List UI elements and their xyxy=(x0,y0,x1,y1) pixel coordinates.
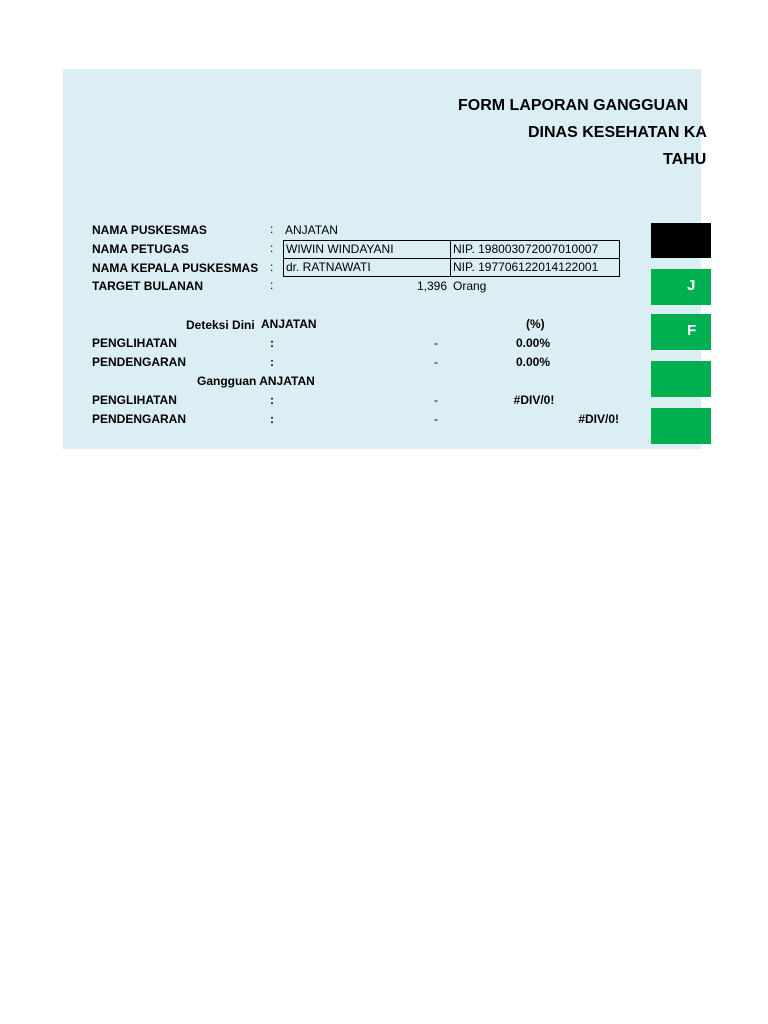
kepala-label: NAMA KEPALA PUSKESMAS xyxy=(92,261,259,275)
green-button-4[interactable] xyxy=(651,408,711,444)
green-button-1[interactable] xyxy=(651,269,711,305)
gangguan-pendengaran-count: - xyxy=(434,412,438,426)
kepala-colon: : xyxy=(270,260,274,274)
deteksi-pendengaran-colon: : xyxy=(270,355,274,369)
deteksi-pendengaran-pct: 0.00% xyxy=(515,355,551,369)
puskesmas-colon: : xyxy=(270,222,274,236)
report-title-line1: FORM LAPORAN GANGGUAN xyxy=(458,97,689,114)
target-unit: Orang xyxy=(453,279,487,293)
gangguan-penglihatan-count: - xyxy=(434,393,438,407)
gangguan-pendengaran-label: PENDENGARAN xyxy=(92,412,187,426)
green-button-2-label: F xyxy=(687,322,697,339)
gangguan-penglihatan-colon: : xyxy=(270,393,274,407)
gangguan-pendengaran-colon: : xyxy=(270,412,274,426)
black-header-bar xyxy=(651,223,711,258)
petugas-colon: : xyxy=(270,241,274,255)
deteksi-pendengaran-count: - xyxy=(434,355,438,369)
kepala-nip-cell[interactable]: NIP. 197706122014122001 xyxy=(450,258,620,277)
report-title-line2: DINAS KESEHATAN KA xyxy=(528,124,707,141)
target-label: TARGET BULANAN xyxy=(92,279,204,293)
target-colon: : xyxy=(270,278,274,292)
kepala-value-cell[interactable]: dr. RATNAWATI xyxy=(283,258,451,277)
petugas-nip-cell[interactable]: NIP. 198003072007010007 xyxy=(450,240,620,259)
deteksi-penglihatan-label: PENGLIHATAN xyxy=(92,336,177,350)
green-button-2[interactable] xyxy=(651,314,711,350)
green-button-1-label: J xyxy=(687,277,696,294)
report-title-line3: TAHU xyxy=(663,151,707,168)
deteksi-heading-prefix: Deteksi Dini xyxy=(186,318,255,332)
report-sheet xyxy=(63,69,707,449)
puskesmas-label: NAMA PUSKESMAS xyxy=(92,223,207,237)
gangguan-penglihatan-pct: #DIV/0! xyxy=(513,393,555,407)
target-value: 1,396 xyxy=(416,279,447,293)
gangguan-pendengaran-pct: #DIV/0! xyxy=(578,412,619,426)
petugas-label: NAMA PETUGAS xyxy=(92,242,189,256)
gangguan-penglihatan-label: PENGLIHATAN xyxy=(92,393,177,407)
petugas-value-cell[interactable]: WIWIN WINDAYANI xyxy=(283,240,451,259)
green-button-3[interactable] xyxy=(651,361,711,397)
gangguan-heading: Gangguan ANJATAN xyxy=(197,374,315,388)
puskesmas-value: ANJATAN xyxy=(285,223,338,237)
deteksi-penglihatan-count: - xyxy=(434,336,438,350)
deteksi-heading-place: ANJATAN xyxy=(261,317,317,331)
deteksi-pendengaran-label: PENDENGARAN xyxy=(92,355,187,369)
deteksi-penglihatan-colon: : xyxy=(270,336,274,350)
deteksi-penglihatan-pct: 0.00% xyxy=(515,336,551,350)
percent-column-header: (%) xyxy=(526,317,545,331)
